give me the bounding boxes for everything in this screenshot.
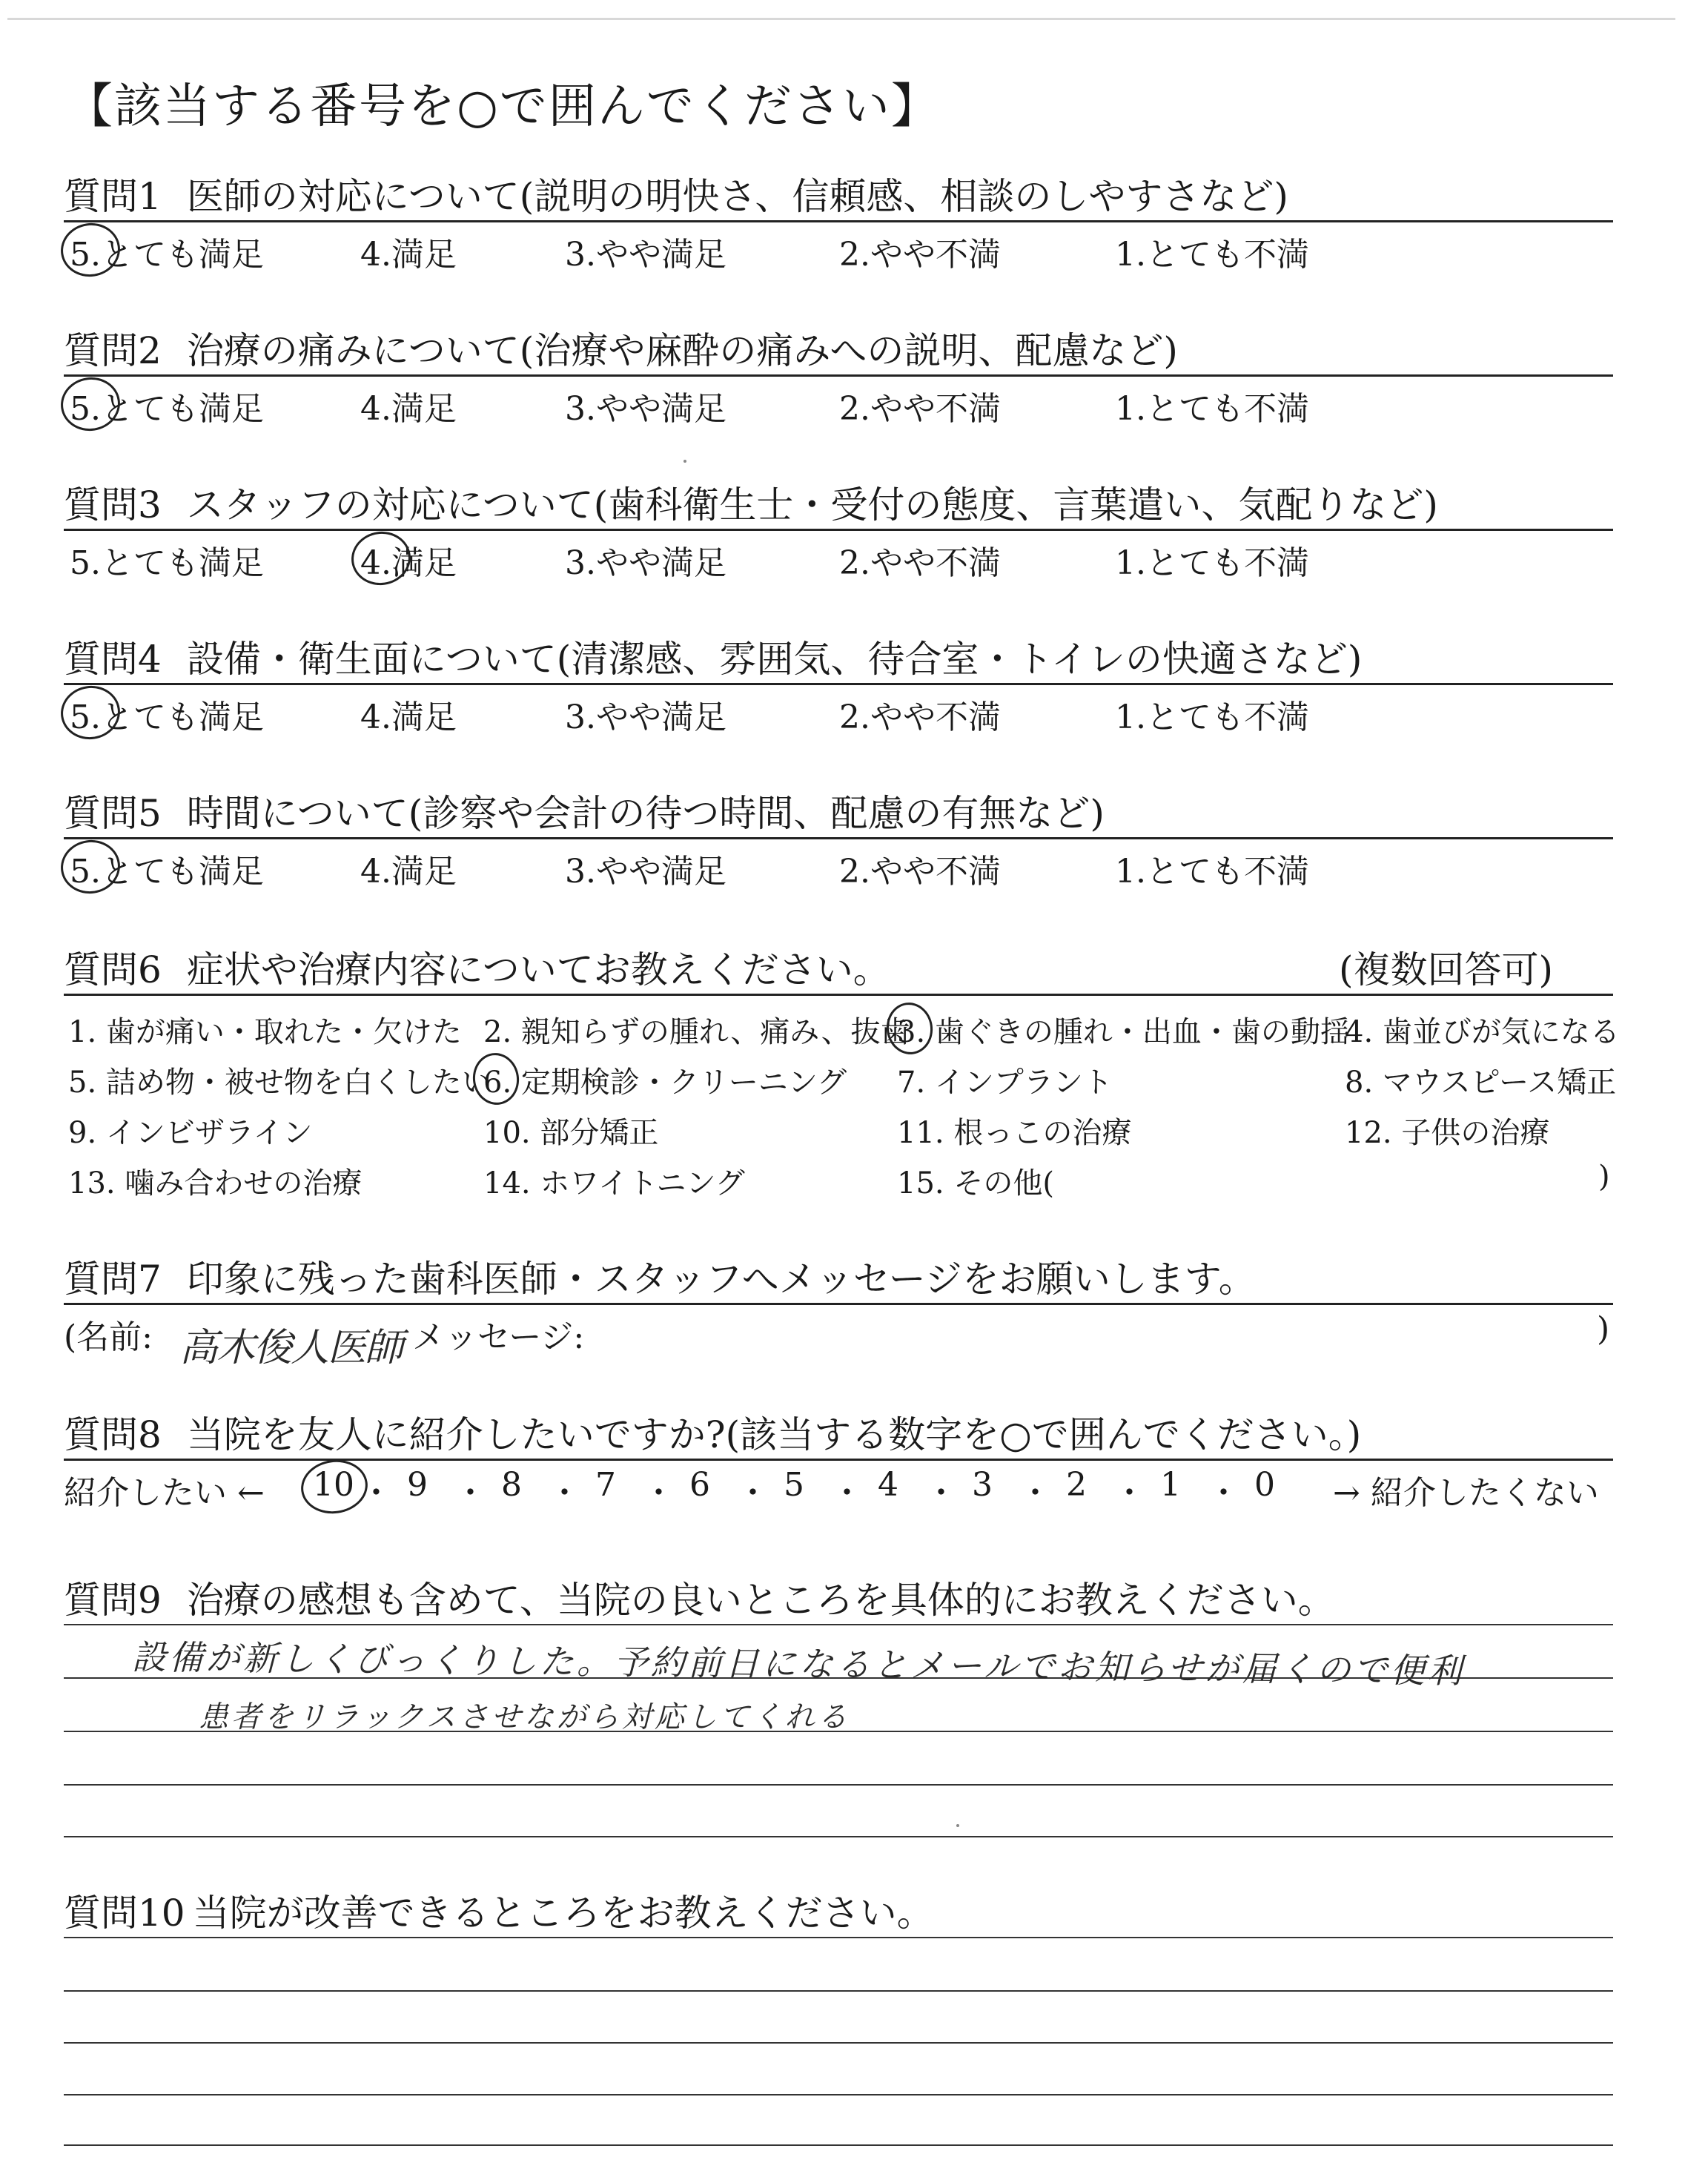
page-heading: 【該当する番号を○で囲んでください】	[65, 79, 940, 134]
scale-value[interactable]: 9	[407, 1466, 428, 1504]
question-rule	[64, 1459, 1613, 1461]
treatment-option[interactable]: 14. ホワイトニング	[483, 1166, 745, 1200]
rating-option[interactable]: 4.満足	[360, 853, 457, 891]
rating-option[interactable]: 4.満足	[360, 236, 457, 274]
treatment-option[interactable]: 2. 親知らずの腫れ、痛み、抜歯	[483, 1015, 910, 1049]
rating-option[interactable]: 2.やや不満	[839, 853, 1001, 891]
question-title: 印象に残った歯科医師・スタッフへメッセージをお願いします。	[186, 1258, 1256, 1301]
scale-value[interactable]: 2	[1066, 1466, 1087, 1504]
question-title: 医師の対応について(説明の明快さ、信頼感、相談のしやすさなど)	[186, 175, 1288, 218]
writing-line	[64, 1836, 1613, 1837]
question-number: 質問2	[64, 329, 162, 372]
treatment-option[interactable]: 1. 歯が痛い・取れた・欠けた	[68, 1015, 462, 1049]
rating-option[interactable]: 2.やや不満	[839, 236, 1001, 274]
question-title: 治療の痛みについて(治療や麻酔の痛みへの説明、配慮など)	[186, 329, 1178, 372]
treatment-option[interactable]: 12. 子供の治療	[1345, 1116, 1550, 1150]
rating-option[interactable]: 5.とても満足	[70, 853, 264, 891]
question-2	[64, 321, 1613, 432]
handwritten-comment: 患者をリラックスさせながら対応してくれる	[199, 1700, 850, 1734]
scale-separator: ・	[548, 1474, 581, 1512]
question-rule	[64, 994, 1613, 996]
scale-left-label: 紹介したい ←	[64, 1474, 265, 1512]
question-title: 治療の感想も含めて、当院の良いところを具体的にお教えください。	[186, 1579, 1335, 1622]
name-label: (名前:	[64, 1318, 153, 1356]
treatment-option[interactable]: 13. 噛み合わせの治療	[68, 1166, 363, 1200]
question-number: 質問8	[64, 1413, 162, 1456]
question-rule	[64, 1303, 1613, 1305]
rating-option[interactable]: 4.満足	[360, 390, 457, 428]
writing-line	[64, 1624, 1613, 1625]
question-title: スタッフの対応について(歯科衛生士・受付の態度、言葉遣い、気配りなど)	[186, 483, 1438, 526]
writing-line	[64, 2042, 1613, 2044]
scale-separator: ・	[454, 1474, 487, 1512]
rating-option[interactable]: 4.満足	[360, 544, 457, 582]
rating-option[interactable]: 2.やや不満	[839, 390, 1001, 428]
question-4	[64, 630, 1613, 741]
scale-value[interactable]: 8	[501, 1466, 522, 1504]
scan-speck	[956, 1824, 959, 1827]
rating-option[interactable]: 3.やや満足	[565, 698, 726, 736]
writing-line	[64, 1784, 1613, 1786]
scale-separator: ・	[360, 1474, 393, 1512]
question-3	[64, 475, 1613, 587]
treatment-option[interactable]: 8. マウスピース矯正	[1345, 1066, 1617, 1100]
question-8	[64, 1405, 1613, 1524]
question-5	[64, 784, 1613, 895]
question-10	[64, 1883, 1613, 2150]
question-9	[64, 1571, 1613, 1837]
treatment-option[interactable]: 6. 定期検診・クリーニング	[483, 1066, 847, 1100]
question-number: 質問4	[64, 638, 162, 681]
question-rule	[64, 529, 1613, 531]
close-paren: )	[1597, 1310, 1610, 1348]
scan-speck	[683, 460, 686, 463]
treatment-option[interactable]: 11. 根っこの治療	[897, 1116, 1132, 1150]
treatment-option[interactable]: 3. 歯ぐきの腫れ・出血・歯の動揺	[897, 1015, 1350, 1049]
rating-option[interactable]: 3.やや満足	[565, 390, 726, 428]
rating-options	[64, 690, 1613, 735]
rating-option[interactable]: 5.とても満足	[70, 698, 264, 736]
scale-separator: ・	[736, 1474, 769, 1512]
writing-line	[64, 2144, 1613, 2146]
treatment-option[interactable]: 5. 詰め物・被せ物を白くしたい	[68, 1066, 491, 1100]
question-number: 質問1	[64, 175, 162, 218]
question-6	[64, 940, 1620, 1222]
question-rule	[64, 837, 1613, 839]
scale-value[interactable]: 5	[784, 1466, 804, 1504]
scale-value[interactable]: 7	[595, 1466, 616, 1504]
writing-line	[64, 1937, 1613, 1938]
scale-separator: ・	[642, 1474, 675, 1512]
question-title: 設備・衛生面について(清潔感、雰囲気、待合室・トイレの快適さなど)	[186, 638, 1363, 681]
question-number: 質問5	[64, 792, 162, 835]
handwritten-name: 高木俊人医師	[179, 1326, 403, 1370]
question-number: 質問9	[64, 1579, 162, 1622]
question-title: 当院が改善できるところをお教えください。	[192, 1892, 934, 1935]
scale-value[interactable]: 1	[1160, 1466, 1181, 1504]
treatment-option[interactable]: 4. 歯並びが気になる	[1345, 1015, 1620, 1049]
question-number: 質問10	[64, 1892, 185, 1935]
question-rule	[64, 683, 1613, 685]
treatment-option[interactable]: 15. その他(	[897, 1166, 1054, 1200]
question-title: 症状や治療内容についてお教えください。	[186, 948, 890, 991]
rating-option[interactable]: 3.やや満足	[565, 544, 726, 582]
rating-option[interactable]: 4.満足	[360, 698, 457, 736]
rating-option[interactable]: 5.とても満足	[70, 236, 264, 274]
writing-line	[64, 1990, 1613, 1992]
handwritten-comment: 設備が新しくびっくりした。予約前日になるとメールでお知らせが届くので便利	[131, 1636, 1465, 1691]
rating-option[interactable]: 3.やや満足	[565, 236, 726, 274]
treatment-option[interactable]: 10. 部分矯正	[483, 1116, 659, 1150]
scale-value[interactable]: 10	[313, 1466, 354, 1504]
treatment-option[interactable]: 7. インプラント	[897, 1066, 1113, 1100]
question-number: 質問6	[64, 948, 162, 991]
rating-option[interactable]: 1.とても不満	[1115, 390, 1309, 428]
top-border	[7, 18, 1675, 20]
scale-separator: ・	[830, 1474, 864, 1512]
rating-options	[64, 845, 1613, 889]
rating-option[interactable]: 1.とても不満	[1115, 853, 1309, 891]
scale-value[interactable]: 3	[972, 1466, 993, 1504]
close-paren: )	[1598, 1160, 1610, 1194]
question-title: 時間について(診察や会計の待つ時間、配慮の有無など)	[186, 792, 1105, 835]
scale-separator: ・	[1207, 1474, 1240, 1512]
rating-option[interactable]: 1.とても不満	[1115, 236, 1309, 274]
rating-option[interactable]: 5.とても満足	[70, 390, 264, 428]
message-label: メッセージ:	[412, 1318, 585, 1356]
question-1	[64, 167, 1613, 278]
writing-line	[64, 2094, 1613, 2095]
rating-option[interactable]: 5.とても満足	[70, 544, 264, 582]
question-7	[64, 1249, 1613, 1368]
scale-right-label: → 紹介したくない	[1333, 1474, 1599, 1512]
scale-value[interactable]: 6	[689, 1466, 710, 1504]
question-title: 当院を友人に紹介したいですか?(該当する数字を○で囲んでください。)	[186, 1413, 1362, 1456]
question-number: 質問3	[64, 483, 162, 526]
scale-separator: ・	[1019, 1474, 1052, 1512]
treatment-option[interactable]: 9. インビザライン	[68, 1116, 313, 1150]
scale-value[interactable]: 0	[1254, 1466, 1275, 1504]
scale-separator: ・	[924, 1474, 958, 1512]
rating-option[interactable]: 1.とても不満	[1115, 544, 1309, 582]
question-number: 質問7	[64, 1258, 162, 1301]
scale-value[interactable]: 4	[878, 1466, 898, 1504]
rating-options	[64, 382, 1613, 426]
scale-separator: ・	[1113, 1474, 1146, 1512]
rating-options	[64, 228, 1613, 272]
rating-option[interactable]: 3.やや満足	[565, 853, 726, 891]
question-rule	[64, 374, 1613, 377]
multi-answer-note: (複数回答可)	[1339, 948, 1554, 991]
rating-options	[64, 536, 1613, 581]
rating-option[interactable]: 2.やや不満	[839, 544, 1001, 582]
rating-option[interactable]: 1.とても不満	[1115, 698, 1309, 736]
question-rule	[64, 220, 1613, 222]
rating-option[interactable]: 2.やや不満	[839, 698, 1001, 736]
